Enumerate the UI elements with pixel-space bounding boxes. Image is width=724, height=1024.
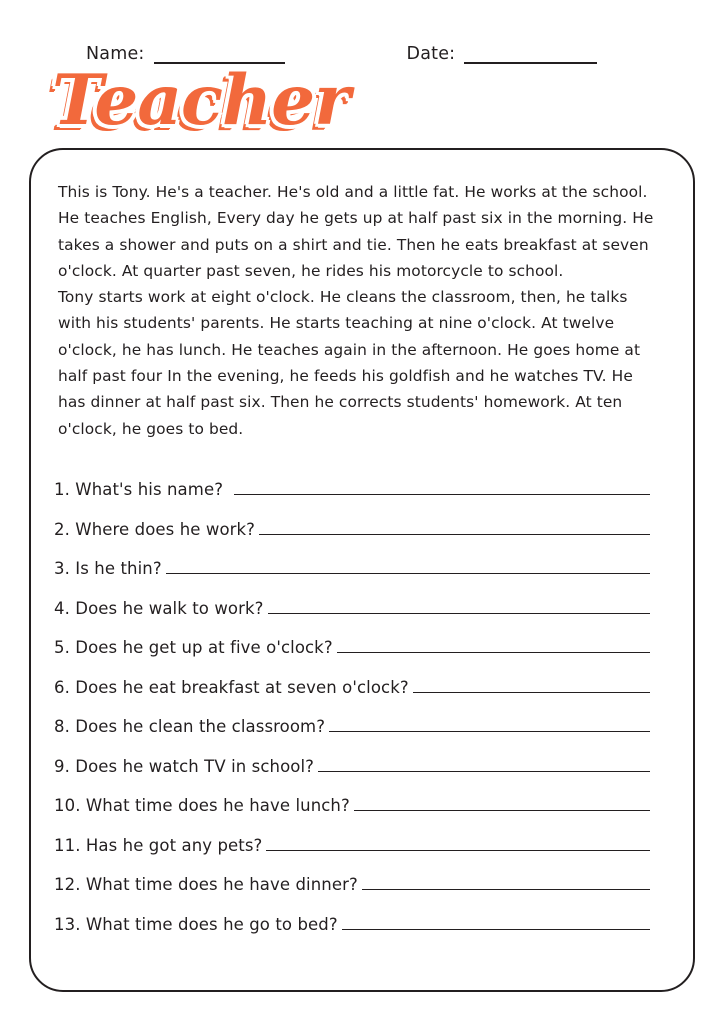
content-box bbox=[29, 148, 695, 992]
page-title: Teacher bbox=[52, 60, 350, 141]
question-text: 8. Does he clean the classroom? bbox=[54, 717, 326, 736]
question-row bbox=[54, 796, 672, 836]
answer-input-line[interactable] bbox=[234, 481, 650, 495]
question-text: 3. Is he thin? bbox=[54, 559, 162, 578]
question-row bbox=[54, 480, 672, 520]
date-field[interactable] bbox=[407, 44, 598, 64]
reading-passage bbox=[58, 179, 663, 442]
question-text: 10. What time does he have lunch? bbox=[54, 796, 350, 815]
question-text: 13. What time does he go to bed? bbox=[54, 914, 338, 934]
passage-paragraph-2: Tony starts work at eight o'clock. He cleans the classroom, then, he talks with his students' parents. He starts teaching at nine o'clock. At twelve o'clock, he has lunch. He teaches again in the afternoon. He goes home at half past four In the evening, he feeds his goldfish and he watches TV. He has dinner at half past six. Then he corrects students' homework. At ten o'clock, he goes to bed. bbox=[58, 288, 641, 438]
question-row bbox=[54, 875, 672, 915]
answer-input-line[interactable] bbox=[318, 758, 650, 772]
question-text: 9. Does he watch TV in school? bbox=[54, 756, 315, 776]
answer-input-line[interactable] bbox=[329, 718, 650, 732]
answer-input-line[interactable] bbox=[354, 797, 650, 811]
answer-input-line[interactable] bbox=[266, 837, 650, 851]
question-text: 5. Does he get up at five o'clock? bbox=[54, 638, 333, 657]
answer-input-line[interactable] bbox=[268, 600, 650, 614]
question-row bbox=[54, 599, 672, 639]
header-fields bbox=[0, 30, 724, 64]
question-row bbox=[54, 757, 672, 797]
question-row bbox=[54, 915, 672, 955]
question-row bbox=[54, 638, 672, 678]
question-text: 1. What's his name? bbox=[54, 480, 224, 499]
question-list bbox=[54, 480, 672, 954]
question-row bbox=[54, 678, 672, 718]
passage-paragraph-1: This is Tony. He's a teacher. He's old and a little fat. He works at the school. He teaches English, Every day he gets up at half past six in the morning. He takes a shower and puts on a shirt and tie. Then he eats breakfast at seven o'clock. At quarter past seven, he rides his motorcycle to school. bbox=[58, 183, 654, 280]
question-row bbox=[54, 717, 672, 757]
question-row bbox=[54, 559, 672, 599]
answer-input-line[interactable] bbox=[337, 639, 650, 653]
date-label: Date: bbox=[406, 44, 456, 64]
question-row bbox=[54, 836, 672, 876]
answer-input-line[interactable] bbox=[259, 521, 650, 535]
question-text: 6. Does he eat breakfast at seven o'clock? bbox=[54, 677, 409, 697]
question-text: 2. Where does he work? bbox=[54, 519, 256, 539]
answer-input-line[interactable] bbox=[413, 679, 650, 693]
answer-input-line[interactable] bbox=[166, 560, 650, 574]
answer-input-line[interactable] bbox=[342, 916, 650, 930]
question-row bbox=[54, 520, 672, 560]
answer-input-line[interactable] bbox=[362, 876, 650, 890]
question-text: 11. Has he got any pets? bbox=[54, 835, 263, 855]
question-text: 12. What time does he have dinner? bbox=[54, 875, 358, 894]
name-label: Name: bbox=[86, 44, 145, 64]
title-block bbox=[52, 62, 672, 140]
question-text: 4. Does he walk to work? bbox=[54, 598, 264, 618]
